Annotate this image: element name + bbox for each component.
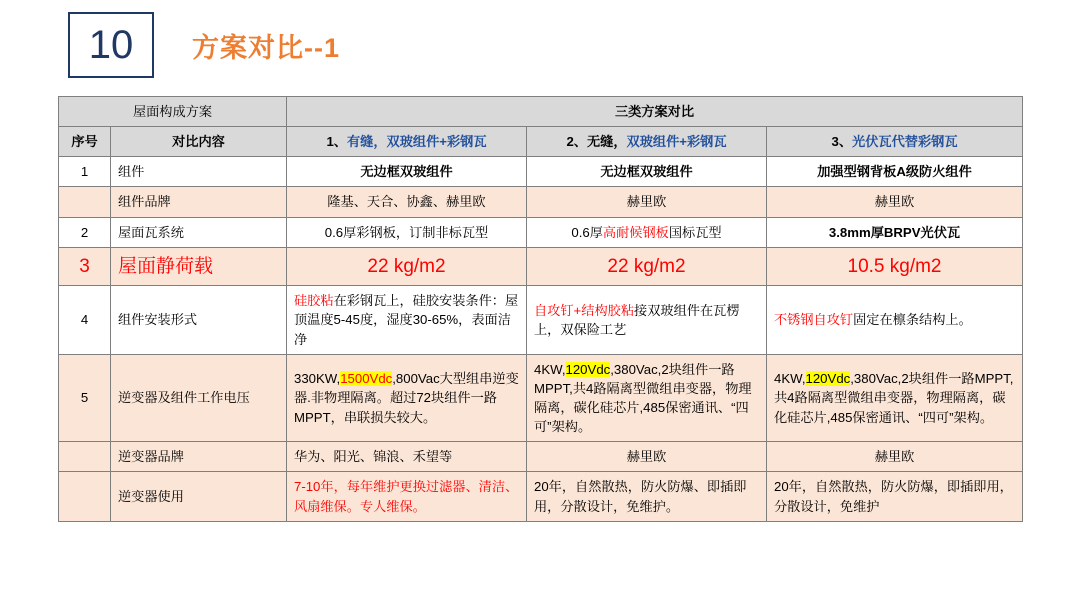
opt3-voltage: 120Vdc xyxy=(805,371,851,387)
option-2-prefix: 2、无缝， xyxy=(566,134,627,150)
page-title: 方案对比--1 xyxy=(192,33,340,63)
opt1-part-b: ,800Vac大型组串逆变器.非物理隔离。超过72块组件一路MPPT，串联损失较大。 xyxy=(294,371,519,425)
table-row xyxy=(59,247,1023,286)
row-item: 逆变器品牌 xyxy=(111,442,287,472)
row-option-3 xyxy=(767,286,1023,354)
opt1-voltage: 1500Vdc xyxy=(340,371,393,387)
row-option-3: 赫里欧 xyxy=(767,442,1023,472)
header-roof-scheme: 屋面构成方案 xyxy=(59,97,287,127)
row-item: 逆变器及组件工作电压 xyxy=(111,354,287,442)
opt2-voltage: 120Vdc xyxy=(565,361,611,377)
row-option-2: 22 kg/m2 xyxy=(527,247,767,286)
row-option-2: 无边框双玻组件 xyxy=(527,157,767,187)
slide-number: 10 xyxy=(88,23,134,67)
opt2-highlight: 自攻钉+结构胶粘 xyxy=(534,302,635,318)
table-row xyxy=(59,217,1023,247)
opt2-rest: 接双玻组件在瓦楞上，双保险工艺 xyxy=(534,302,740,337)
opt2-part-b: ,380Vac,2块组件一路MPPT,共4路隔离型微组串变器，物理隔离，碳化硅芯片,485保密通讯、“四可”架构。 xyxy=(534,361,752,435)
option-1-prefix: 1、 xyxy=(326,134,347,150)
table-row xyxy=(59,472,1023,521)
opt1-rest: 在彩钢瓦上，硅胶安装条件：屋顶温度5-45度，湿度30-65%，表面洁净 xyxy=(294,293,519,347)
table-header-row-2 xyxy=(59,127,1023,157)
row-no xyxy=(59,442,111,472)
header-col-option-3 xyxy=(767,127,1023,157)
row-option-1: 7-10年，每年维护更换过滤器、清洁、风扇维保。专人维保。 xyxy=(287,472,527,521)
row-no xyxy=(59,187,111,217)
row-option-2 xyxy=(527,354,767,442)
header-col-no: 序号 xyxy=(59,127,111,157)
row-no: 5 xyxy=(59,354,111,442)
row-item: 屋面瓦系统 xyxy=(111,217,287,247)
row-option-1: 22 kg/m2 xyxy=(287,247,527,286)
row-option-1: 隆基、天合、协鑫、赫里欧 xyxy=(287,187,527,217)
comparison-table xyxy=(58,96,1023,522)
row-option-1 xyxy=(287,286,527,354)
table-row xyxy=(59,157,1023,187)
opt3-rest: 固定在檩条结构上。 xyxy=(853,312,972,328)
row-option-2 xyxy=(527,286,767,354)
row-option-1: 0.6厚彩钢板，订制非标瓦型 xyxy=(287,217,527,247)
row-no: 2 xyxy=(59,217,111,247)
row-option-2: 赫里欧 xyxy=(527,187,767,217)
row-option-3: 3.8mm厚BRPV光伏瓦 xyxy=(767,217,1023,247)
row-no xyxy=(59,472,111,521)
option-3-label: 光伏瓦代替彩钢瓦 xyxy=(852,134,958,150)
opt2-part-a: 4KW, xyxy=(534,361,566,377)
slide-header xyxy=(0,0,1080,90)
row-option-1: 华为、阳光、锦浪、禾望等 xyxy=(287,442,527,472)
row-option-1: 无边框双玻组件 xyxy=(287,157,527,187)
row-option-2: 20年，自然散热，防火防爆、即插即用，分散设计，免维护。 xyxy=(527,472,767,521)
opt1-highlight: 硅胶粘 xyxy=(294,293,334,309)
row-item: 逆变器使用 xyxy=(111,472,287,521)
option-2-label: 双玻组件+彩钢瓦 xyxy=(626,134,727,150)
opt3-part-a: 4KW, xyxy=(774,371,806,387)
row-item: 组件品牌 xyxy=(111,187,287,217)
table-row xyxy=(59,187,1023,217)
opt2-part-a: 0.6厚 xyxy=(571,224,603,240)
row-option-3 xyxy=(767,354,1023,442)
table-row xyxy=(59,442,1023,472)
row-option-3: 加强型钢背板A级防火组件 xyxy=(767,157,1023,187)
row-option-3: 10.5 kg/m2 xyxy=(767,247,1023,286)
header-col-item: 对比内容 xyxy=(111,127,287,157)
table-header-row-1 xyxy=(59,97,1023,127)
row-no: 4 xyxy=(59,286,111,354)
row-option-2: 赫里欧 xyxy=(527,442,767,472)
row-item: 组件安装形式 xyxy=(111,286,287,354)
slide-number-box xyxy=(68,12,154,78)
option-1-label: 有缝，双玻组件+彩钢瓦 xyxy=(346,134,487,150)
header-col-option-1 xyxy=(287,127,527,157)
row-option-3: 赫里欧 xyxy=(767,187,1023,217)
row-item: 屋面静荷载 xyxy=(111,247,287,286)
row-item: 组件 xyxy=(111,157,287,187)
opt1-part-a: 330KW, xyxy=(294,371,341,387)
option-3-prefix: 3、 xyxy=(831,134,853,150)
table-row xyxy=(59,354,1023,442)
row-no: 1 xyxy=(59,157,111,187)
opt3-part-b: ,380Vac,2块组件一路MPPT,共4路隔离型微组串变器，物理隔离，碳化硅芯片,485保密通讯、“四可”架构。 xyxy=(774,371,1014,425)
opt2-part-b: 高耐候钢板 xyxy=(602,224,669,240)
header-three-schemes: 三类方案对比 xyxy=(287,97,1023,127)
header-col-option-2 xyxy=(527,127,767,157)
row-option-2 xyxy=(527,217,767,247)
row-no: 3 xyxy=(59,247,111,286)
table-row xyxy=(59,286,1023,354)
opt2-part-c: 国标瓦型 xyxy=(668,224,722,240)
row-option-1 xyxy=(287,354,527,442)
opt3-highlight: 不锈钢自攻钉 xyxy=(774,312,854,328)
row-option-3: 20年，自然散热，防火防爆，即插即用，分散设计，免维护 xyxy=(767,472,1023,521)
